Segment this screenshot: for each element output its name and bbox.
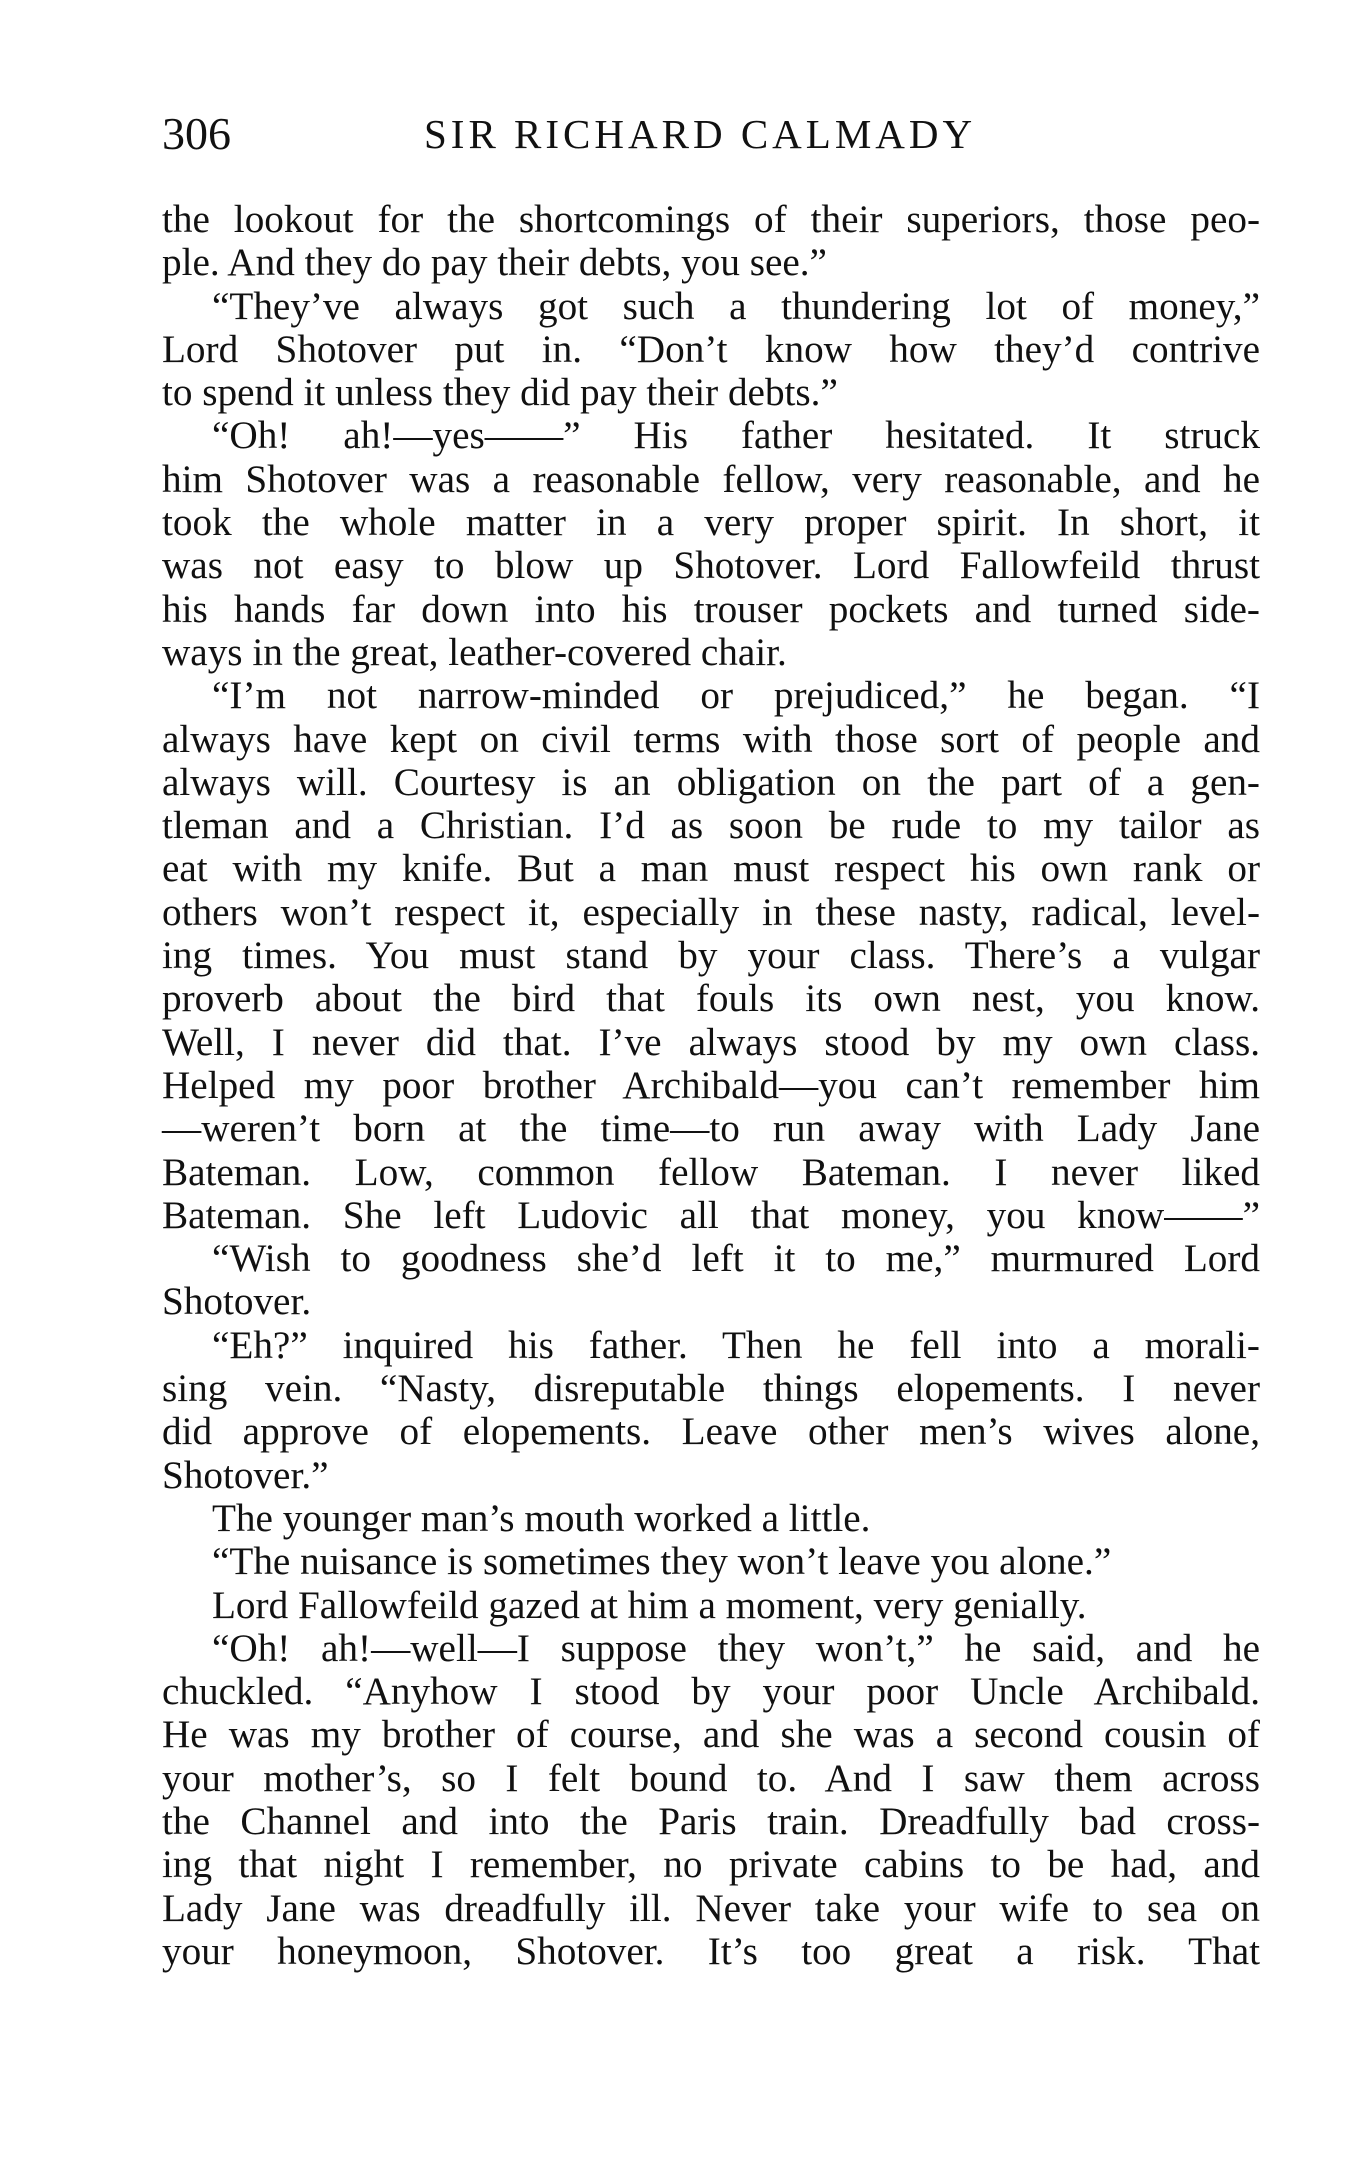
text-line: did approve of elopements. Leave other men’s wives alone, <box>162 1410 1260 1454</box>
text-line: Well, I never did that. I’ve always stood by my own class. <box>162 1020 1260 1064</box>
text-line: your honeymoon, Shotover. It’s too great a risk. That <box>162 1929 1260 1973</box>
running-title: SIR RICHARD CALMADY <box>424 111 977 157</box>
page-header <box>162 104 1260 164</box>
text-line: eat with my knife. But a man must respect his own rank or <box>162 847 1260 891</box>
text-line: to spend it unless they did pay their debts.” <box>162 371 838 415</box>
text-line: proverb about the bird that fouls its own nest, you know. <box>162 977 1260 1021</box>
text-line: your mother’s, so I felt bound to. And I saw them across <box>162 1756 1260 1800</box>
text-line: the Channel and into the Paris train. Dreadfully bad cross- <box>162 1799 1260 1843</box>
text-line: others won’t respect it, especially in these nasty, radical, level- <box>162 890 1260 934</box>
body-text <box>162 198 1260 1973</box>
text-line: Lady Jane was dreadfully ill. Never take your wife to sea on <box>162 1886 1260 1930</box>
text-line: Bateman. Low, common fellow Bateman. I never liked <box>162 1150 1260 1194</box>
text-line: “Oh! ah!—yes——” His father hesitated. It struck <box>212 414 1260 458</box>
text-line: Bateman. She left Ludovic all that money, you know——” <box>162 1193 1260 1237</box>
text-line: ways in the great, leather-covered chair. <box>162 630 787 674</box>
text-line: —weren’t born at the time—to run away with Lady Jane <box>162 1107 1260 1151</box>
text-line: “Wish to goodness she’d left it to me,” murmured Lord <box>212 1237 1260 1281</box>
text-line: Shotover.” <box>162 1453 329 1497</box>
text-line: always have kept on civil terms with those sort of people and <box>162 717 1260 761</box>
text-line: “The nuisance is sometimes they won’t leave you alone.” <box>212 1540 1112 1584</box>
text-line: “They’ve always got such a thundering lot of money,” <box>212 284 1260 328</box>
page-number: 306 <box>162 108 231 159</box>
text-line: chuckled. “Anyhow I stood by your poor Uncle Archibald. <box>162 1670 1260 1714</box>
text-line: “I’m not narrow-minded or prejudiced,” he began. “I <box>212 674 1260 718</box>
text-line: ing that night I remember, no private cabins to be had, and <box>162 1843 1260 1887</box>
text-line: was not easy to blow up Shotover. Lord Fallowfeild thrust <box>162 544 1260 588</box>
text-line: “Oh! ah!—well—I suppose they won’t,” he said, and he <box>212 1626 1260 1670</box>
text-line: Helped my poor brother Archibald—you can’t remember him <box>162 1063 1260 1107</box>
text-line: him Shotover was a reasonable fellow, very reasonable, and he <box>162 457 1260 501</box>
text-line: ple. And they do pay their debts, you see.” <box>162 241 827 285</box>
text-line: “Eh?” inquired his father. Then he fell into a morali- <box>212 1323 1260 1367</box>
text-line: He was my brother of course, and she was a second cousin of <box>162 1713 1260 1757</box>
text-line: always will. Courtesy is an obligation on the part of a gen- <box>162 760 1260 804</box>
text-line: sing vein. “Nasty, disreputable things elopements. I never <box>162 1367 1260 1411</box>
text-line: the lookout for the shortcomings of their superiors, those peo- <box>162 198 1260 241</box>
text-line: took the whole matter in a very proper spirit. In short, it <box>162 501 1260 545</box>
text-line: tleman and a Christian. I’d as soon be rude to my tailor as <box>162 804 1260 848</box>
text-line: Shotover. <box>162 1280 312 1324</box>
text-line: The younger man’s mouth worked a little. <box>212 1496 871 1540</box>
text-line: Lord Fallowfeild gazed at him a moment, very genially. <box>212 1583 1087 1627</box>
text-line: his hands far down into his trouser pockets and turned side- <box>162 587 1260 631</box>
text-line: Lord Shotover put in. “Don’t know how they’d contrive <box>162 327 1260 371</box>
text-line: ing times. You must stand by your class. There’s a vulgar <box>162 934 1260 978</box>
